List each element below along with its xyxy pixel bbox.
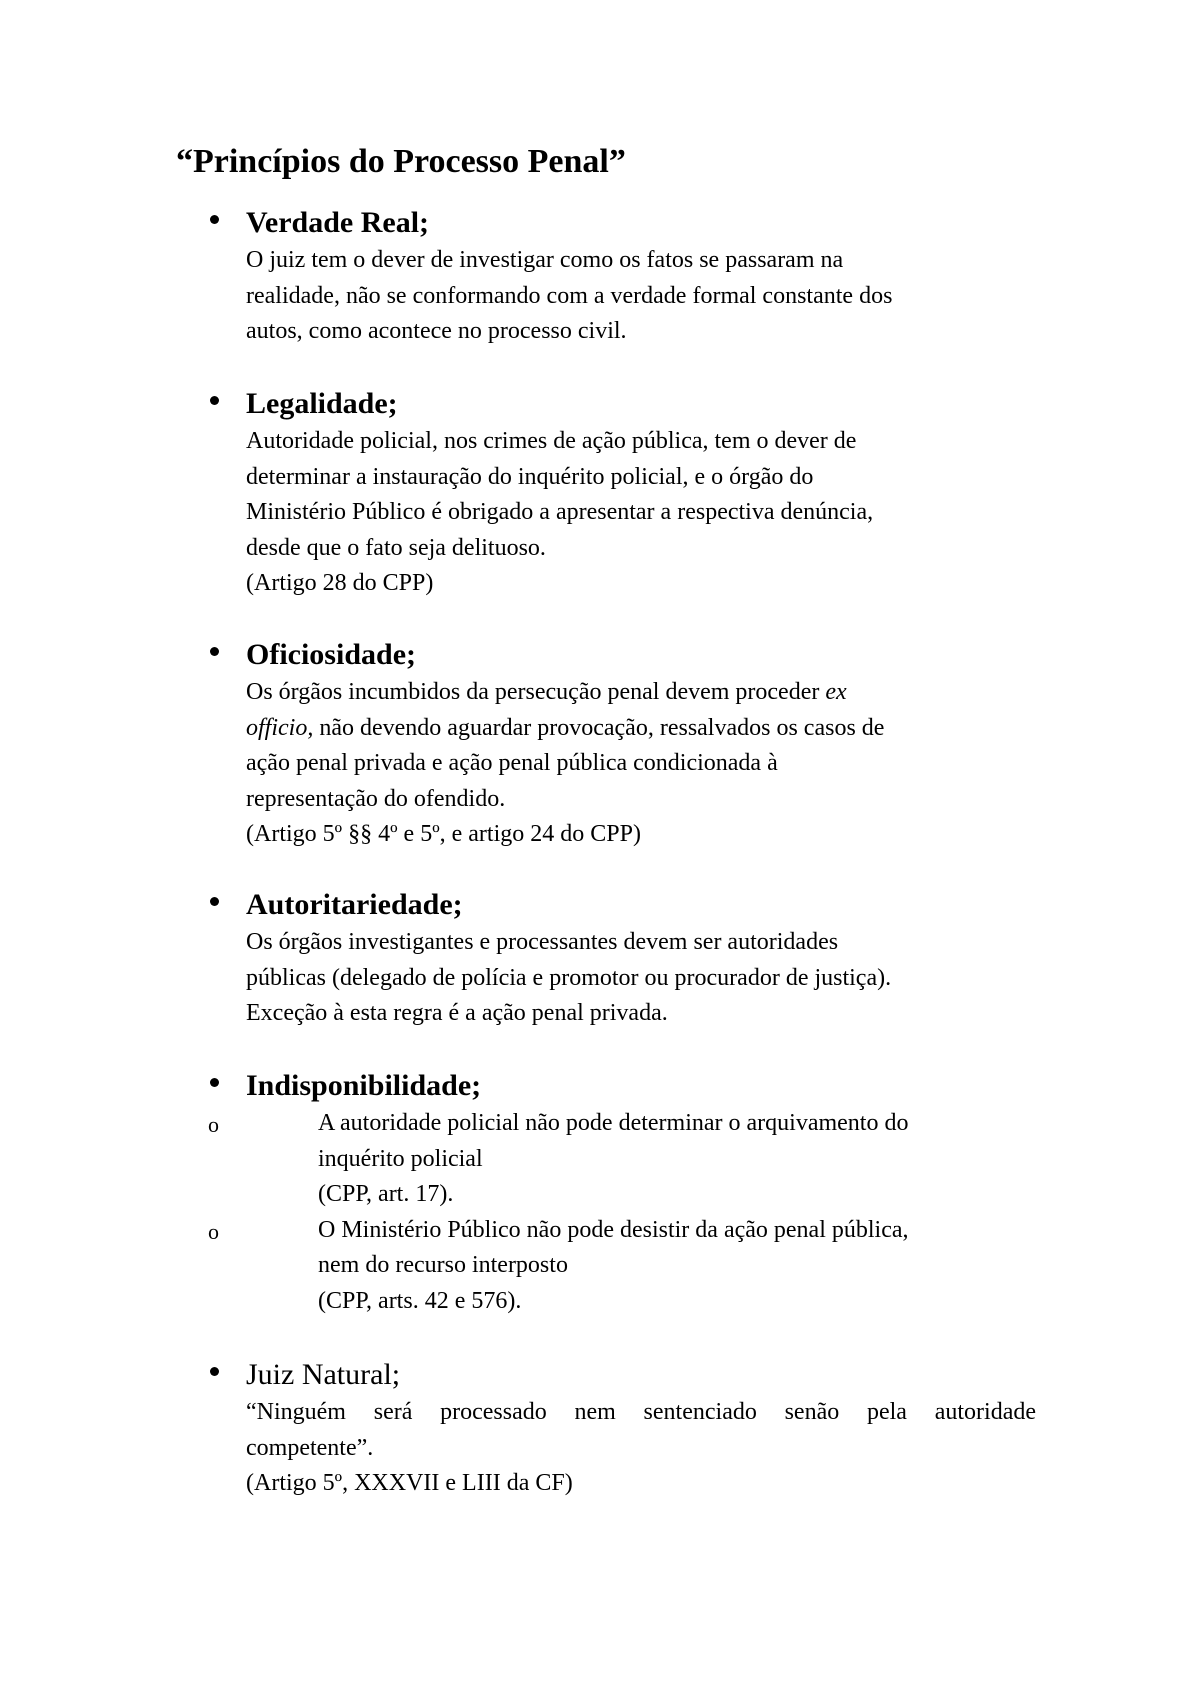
text-line: públicas (delegado de polícia e promotor ou procurador de justiça). bbox=[246, 964, 892, 991]
bullet-icon bbox=[210, 897, 219, 906]
text-line: desde que o fato seja delituoso. bbox=[246, 534, 546, 561]
bullet-icon bbox=[210, 647, 219, 656]
section-verdade-real bbox=[246, 205, 1046, 350]
section-heading: Indisponibilidade; bbox=[246, 1069, 482, 1102]
text-line: O juiz tem o dever de investigar como os fatos se passaram na bbox=[246, 247, 844, 273]
text-line: O Ministério Público não pode desistir da ação penal pública, bbox=[318, 1216, 909, 1243]
text-line: realidade, não se conformando com a verdade formal constante dos bbox=[246, 282, 893, 309]
text-line: (Artigo 5º, XXXVII e LIII da CF) bbox=[246, 1470, 573, 1496]
text-line: (Artigo 28 do CPP) bbox=[246, 570, 434, 596]
text-line: Exceção à esta regra é a ação penal privada. bbox=[246, 1000, 668, 1026]
section-heading: Juiz Natural; bbox=[246, 1358, 401, 1391]
sub-list-item bbox=[174, 1106, 1046, 1213]
text-line: ação penal privada e ação penal pública condicionada à bbox=[246, 750, 778, 776]
section-heading: Verdade Real; bbox=[246, 206, 430, 239]
text-line: representação do ofendido. bbox=[246, 785, 506, 812]
text-line bbox=[246, 711, 1046, 747]
text-fragment: Os órgãos incumbidos da persecução penal devem proceder bbox=[246, 679, 820, 705]
text-line: competente”. bbox=[246, 1434, 374, 1461]
bullet-icon bbox=[210, 396, 219, 405]
text-line: inquérito policial bbox=[318, 1145, 483, 1172]
document-title: “Princípios do Processo Penal” bbox=[176, 143, 626, 180]
section-juiz-natural bbox=[246, 1357, 1046, 1502]
text-line: nem do recurso interposto bbox=[318, 1252, 568, 1278]
text-line: Os órgãos investigantes e processantes devem ser autoridades bbox=[246, 929, 839, 955]
latin-term: ex bbox=[825, 679, 847, 705]
section-heading: Oficiosidade; bbox=[246, 638, 416, 671]
circle-bullet-icon: o bbox=[208, 1112, 219, 1137]
bullet-icon bbox=[210, 215, 219, 224]
text-line: determinar a instauração do inquérito policial, e o órgão do bbox=[246, 463, 814, 490]
text-line: “Ninguém será processado nem sentenciado senão pela autoridade bbox=[246, 1399, 1036, 1425]
bullet-icon bbox=[210, 1078, 219, 1087]
text-line: A autoridade policial não pode determinar o arquivamento do bbox=[318, 1110, 909, 1136]
text-line: Ministério Público é obrigado a apresentar a respectiva denúncia, bbox=[246, 499, 874, 525]
section-legalidade bbox=[246, 386, 1046, 602]
section-heading: Legalidade; bbox=[246, 387, 398, 420]
text-line: (CPP, arts. 42 e 576). bbox=[318, 1287, 522, 1314]
text-line bbox=[246, 675, 1046, 711]
section-oficiosidade bbox=[246, 637, 1046, 853]
text-line: Autoridade policial, nos crimes de ação pública, tem o dever de bbox=[246, 428, 857, 454]
text-fragment: não devendo aguardar provocação, ressalvados os casos de bbox=[319, 714, 885, 741]
text-line: autos, como acontece no processo civil. bbox=[246, 318, 627, 344]
section-indisponibilidade bbox=[208, 1068, 1046, 1319]
section-autoritariedade bbox=[246, 887, 1046, 1032]
text-line: (Artigo 5º §§ 4º e 5º, e artigo 24 do CPP) bbox=[246, 821, 641, 847]
bullet-icon bbox=[210, 1367, 219, 1376]
latin-term: officio, bbox=[246, 714, 314, 741]
circle-bullet-icon: o bbox=[208, 1218, 219, 1244]
section-heading: Autoritariedade; bbox=[246, 888, 463, 921]
text-line: (CPP, art. 17). bbox=[318, 1181, 454, 1207]
sub-list-item bbox=[174, 1213, 1046, 1320]
